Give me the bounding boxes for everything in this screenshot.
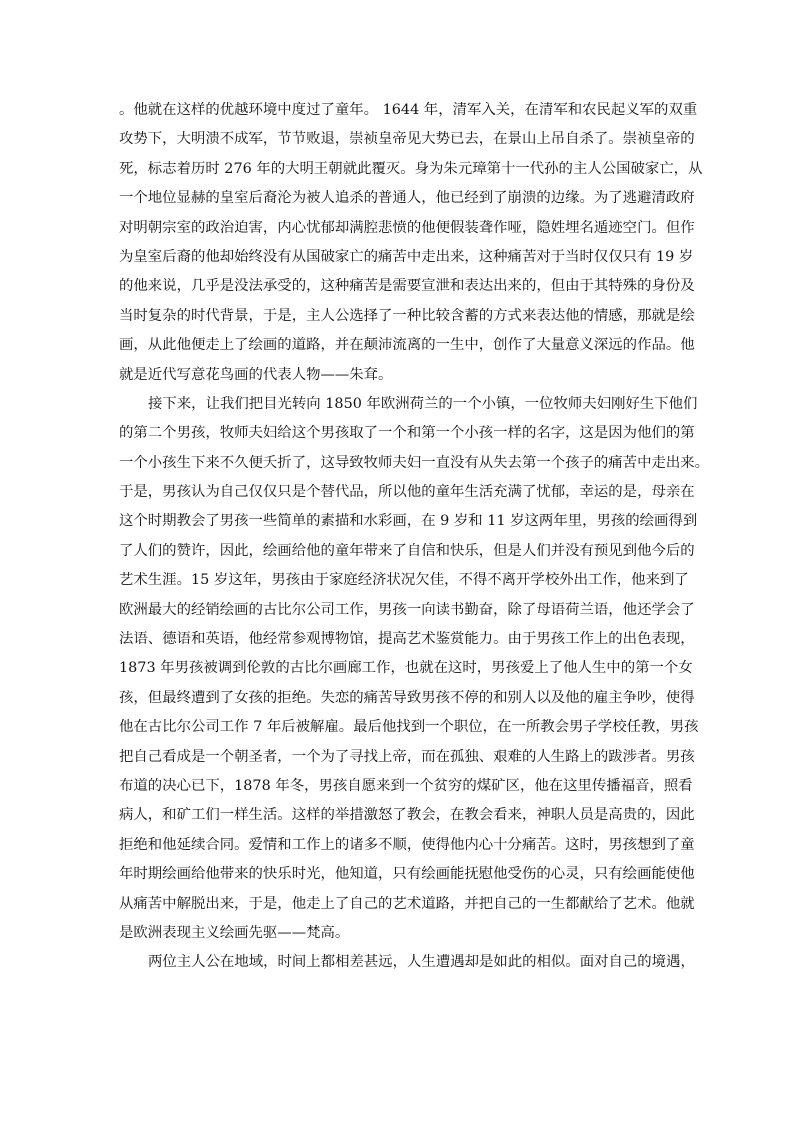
- text-line: 两位主人公在地域，时间上都相差甚远，人生遭遇却是如此的相似。面对自己的境遇，: [148, 954, 695, 971]
- text-line: 画，从此他便走上了绘画的道路，并在颠沛流离的一生中，创作了大量意义深远的作品。他: [119, 337, 695, 354]
- text-line: 接下来，让我们把目光转向 1850 年欧洲荷兰的一个小镇，一位牧师夫妇刚好生下他们: [148, 395, 698, 412]
- text-line: 于是，男孩认为自己仅仅只是个替代品，所以他的童年生活充满了忧郁，幸运的是，母亲在: [119, 484, 695, 501]
- text-line: 这个时期教会了男孩一些简单的素描和水彩画，在 9 岁和 11 岁这两年里，男孩的绘画得到: [119, 513, 698, 530]
- text-line: 死，标志着历时 276 年的大明王朝就此覆灭。身为朱元璋第十一代孙的主人公国破家亡，从: [119, 160, 703, 177]
- text-line: 欧洲最大的经销绘画的古比尔公司工作，男孩一向读书勤奋，除了母语荷兰语，他还学会了: [119, 601, 695, 618]
- paragraph-zhu-da: [119, 96, 703, 390]
- text-line: 布道的决心已下，1878 年冬，男孩自愿来到一个贫穷的煤矿区，他在这里传播福音，照看: [119, 777, 693, 794]
- text-line: 了人们的赞许，因此，绘画给他的童年带来了自信和快乐，但是人们并没有预见到他今后的: [119, 542, 695, 559]
- text-line: 把自己看成是一个朝圣者，一个为了寻找上帝，而在孤独、艰难的人生路上的跋涉者。男孩: [119, 748, 695, 765]
- text-line: 的他来说，几乎是没法承受的，这种痛苦是需要宣泄和表达出来的，但由于其特殊的身份及: [119, 278, 695, 295]
- text-line: 年时期绘画给他带来的快乐时光，他知道，只有绘画能抚慰他受伤的心灵，只有绘画能使他: [119, 866, 695, 883]
- text-line: 就是近代写意花鸟画的代表人物——朱耷。: [119, 366, 393, 383]
- text-line: 法语、德语和英语，他经常参观博物馆，提高艺术鉴赏能力。由于男孩工作上的出色表现，: [119, 631, 695, 648]
- text-line: 从痛苦中解脱出来，于是，他走上了自己的艺术道路，并把自己的一生都献给了艺术。他就: [119, 895, 695, 912]
- paragraph-comparison: [119, 948, 695, 977]
- document-page: [119, 96, 710, 978]
- paragraph-van-gogh: [119, 390, 710, 948]
- text-line: 攻势下，大明溃不成军，节节败退，崇祯皇帝见大势已去，在景山上吊自杀了。崇祯皇帝的: [119, 131, 695, 148]
- text-line: 一个地位显赫的皇室后裔沦为被人追杀的普通人，他已经到了崩溃的边缘。为了逃避清政府: [119, 190, 695, 207]
- text-line: 孩，但最终遭到了女孩的拒绝。失恋的痛苦导致男孩不停的和别人以及他的雇主争吵，使得: [119, 689, 695, 706]
- text-line: 当时复杂的时代背景，于是，主人公选择了一种比较含蓄的方式来表达他的情感，那就是绘: [119, 307, 695, 324]
- text-line: 为皇室后裔的他却始终没有从国破家亡的痛苦中走出来，这种痛苦对于当时仅仅只有 19 岁: [119, 248, 694, 265]
- text-line: 艺术生涯。15 岁这年，男孩由于家庭经济状况欠佳，不得不离开学校外出工作，他来到了: [119, 572, 689, 589]
- text-line: 1873 年男孩被调到伦敦的古比尔画廊工作，也就在这时，男孩爱上了他人生中的第一个女: [119, 660, 693, 677]
- text-line: 。他就在这样的优越环境中度过了童年。 1644 年，清军入关，在清军和农民起义军的双重: [119, 102, 698, 118]
- text-line: 病人，和矿工们一样生活。这样的举措激怒了教会，在教会看来，神职人员是高贵的，因此: [119, 807, 695, 824]
- text-line: 拒绝和他延续合同。爱情和工作上的诸多不顺，使得他内心十分痛苦。这时，男孩想到了童: [119, 836, 695, 853]
- text-line: 他在古比尔公司工作 7 年后被解雇。最后他找到一个职位，在一所教会男子学校任教，男孩: [119, 719, 699, 736]
- text-line: 一个小孩生下来不久便夭折了，这导致牧师夫妇一直没有从失去第一个孩子的痛苦中走出来。: [119, 454, 710, 471]
- text-line: 对明朝宗室的政治迫害，内心忧郁却满腔悲愤的他便假装聋作哑，隐姓埋名遁迹空门。但作: [119, 219, 695, 236]
- text-line: 的第二个男孩，牧师夫妇给这个男孩取了一个和第一个小孩一样的名字，这是因为他们的第: [119, 425, 695, 442]
- text-line: 是欧洲表现主义绘画先驱——梵高。: [119, 924, 350, 941]
